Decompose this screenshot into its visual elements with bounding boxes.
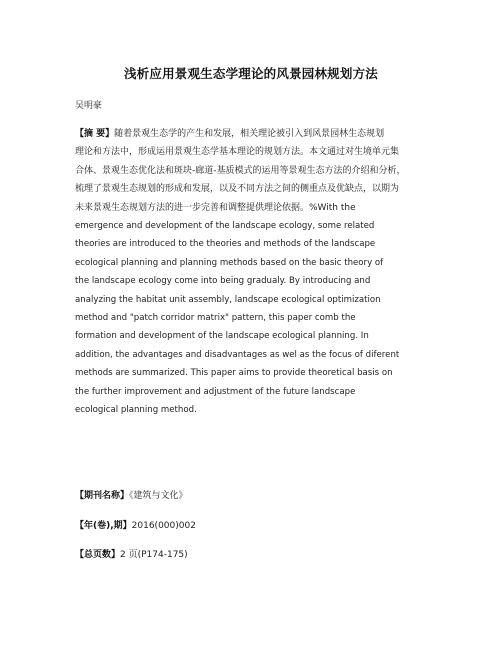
abstract-text: 随着景观生态学的产生和发展，相关理论被引入到风景园林生态规划	[114, 129, 385, 139]
page-count-value: 2 页(P174-175)	[120, 550, 188, 560]
abstract-line: the landscape ecology come into being gradualy. By introducing and	[75, 276, 371, 287]
abstract-line: addition, the advantages and disadvantages as wel as the focus of diferent	[75, 349, 400, 360]
year-issue-label: 【年(卷),期】	[75, 521, 132, 531]
journal-name-row	[75, 488, 188, 501]
abstract-block	[75, 125, 427, 420]
abstract-line: ecological planning method.	[75, 405, 197, 416]
abstract-line: method and "patch corridor matrix" pattern, this paper comb the	[75, 313, 356, 324]
year-issue-row	[75, 518, 196, 531]
abstract-line: 梳理了景观生态规划的形成和发展，以及不同方法之间的侧重点及优缺点，以期为	[75, 184, 400, 195]
abstract-line: ecological planning and planning methods based on the basic theory of	[75, 257, 384, 268]
page-count-label: 【总页数】	[75, 550, 121, 560]
year-issue-value: 2016(000)002	[131, 521, 196, 531]
page-count-row	[75, 547, 188, 560]
abstract-line	[75, 125, 427, 143]
paper-title: 浅析应用景观生态学理论的风景园林规划方法	[123, 66, 378, 81]
abstract-line: the further improvement and adjustment of the future landscape	[75, 386, 356, 397]
abstract-line: 理论和方法中，形成运用景观生态学基本理论的规划方法。本文通过对生境单元集	[75, 147, 400, 158]
abstract-line: 未来景观生态规划方法的进一步完善和调整提供理论依据。%With the	[75, 202, 356, 213]
abstract-label: 【摘 要】	[75, 129, 115, 139]
journal-name-value: 《建筑与文化》	[129, 491, 188, 501]
abstract-line: analyzing the habitat unit assembly, landscape ecological optimization	[75, 294, 381, 305]
abstract-line: theories are introduced to the theories and methods of the landscape	[75, 239, 376, 250]
abstract-line: formation and development of the landscape ecological planning. In	[75, 331, 369, 342]
journal-name-label: 【期刊名称】	[75, 491, 130, 501]
abstract-line: 合体、景观生态优化法和斑块-廊道-基质模式的运用等景观生态方法的介绍和分析，	[75, 165, 406, 176]
abstract-line: emergence and development of the landscape ecology, some related	[75, 221, 375, 232]
abstract-line: methods are summarized. This paper aims to provide theoretical basis on	[75, 368, 393, 379]
author-name: 吴明豪	[75, 101, 103, 111]
